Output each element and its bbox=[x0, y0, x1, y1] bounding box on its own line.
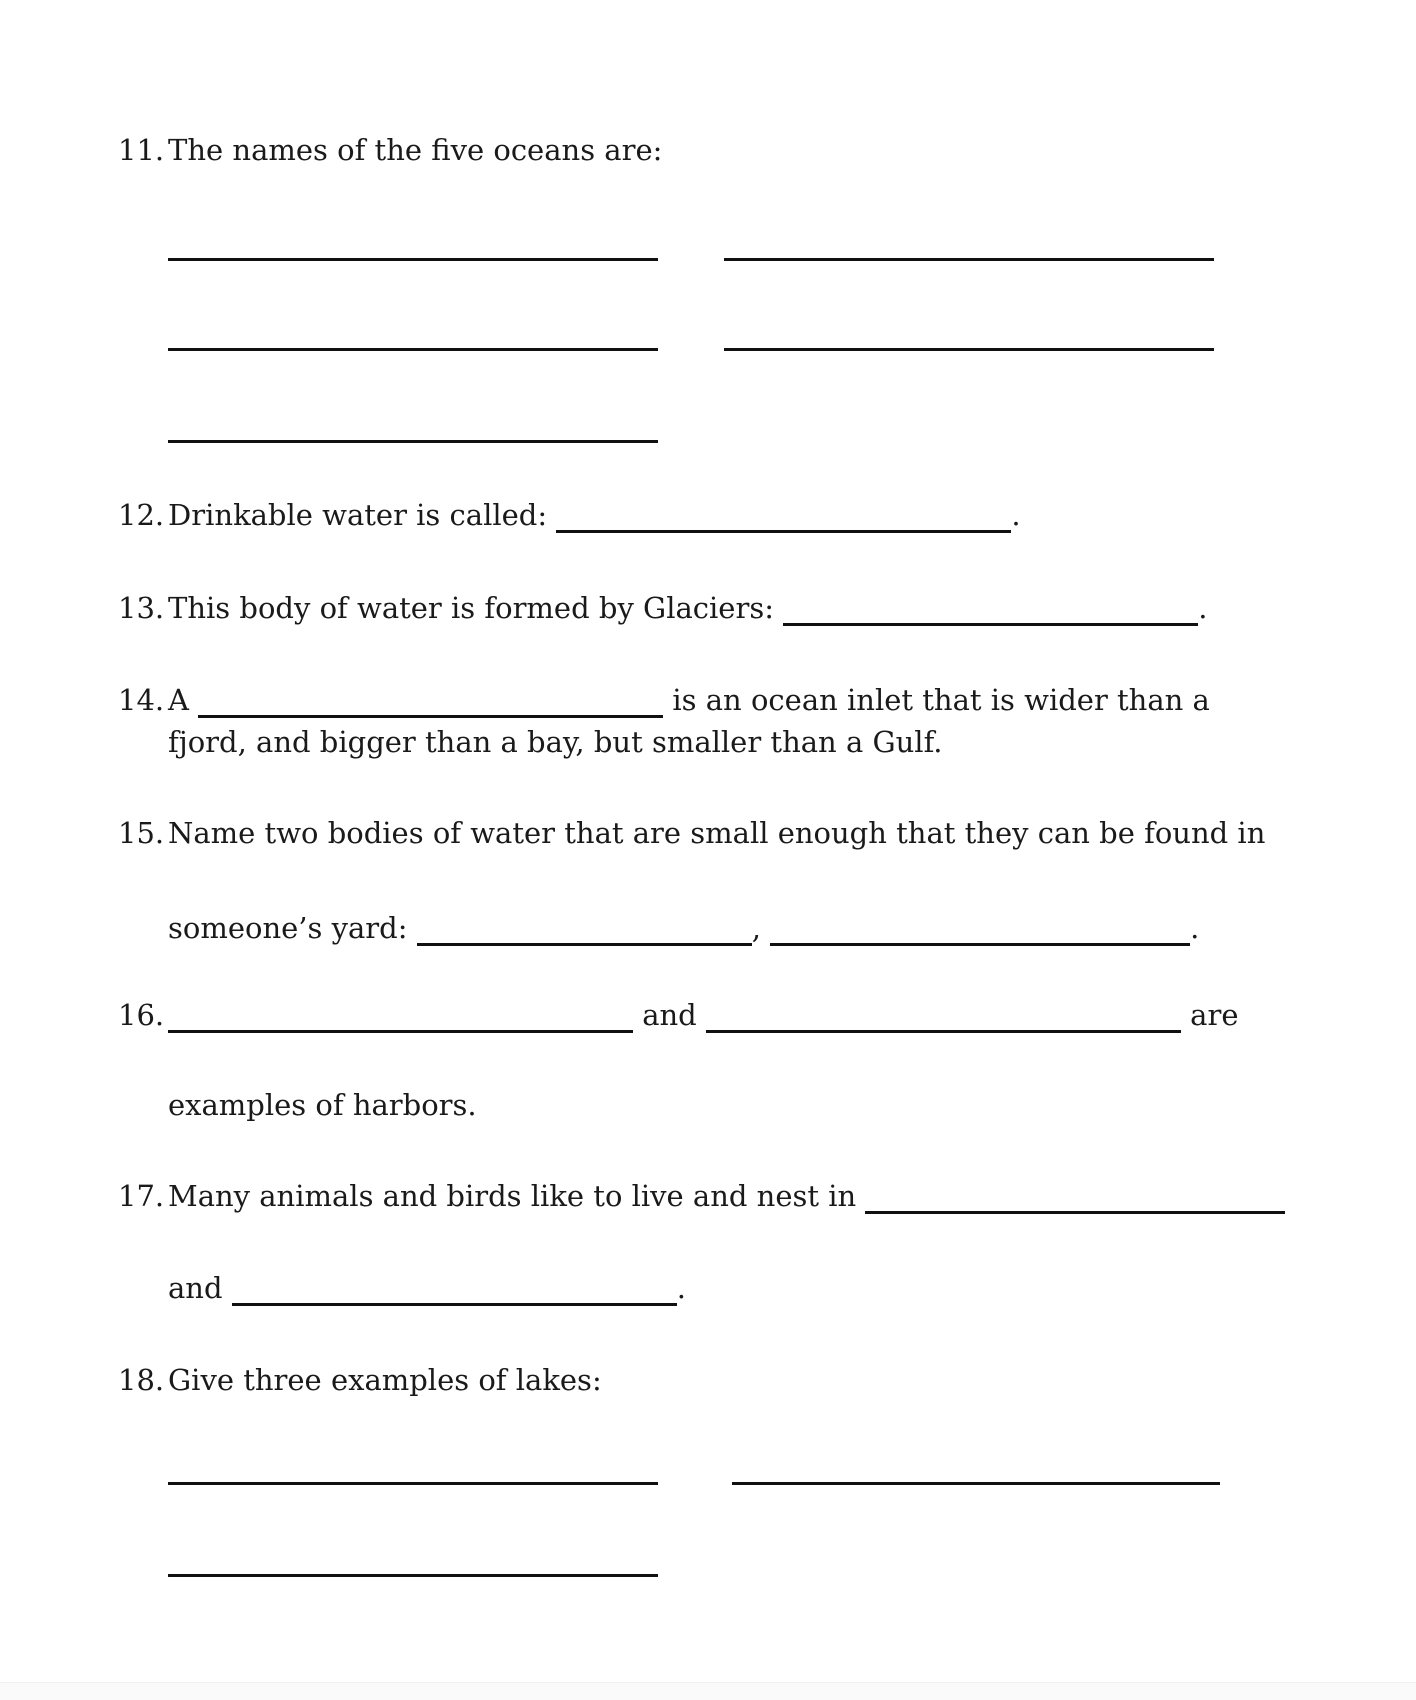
question-text: . bbox=[1198, 591, 1208, 625]
question-text: . bbox=[676, 1271, 686, 1305]
answer-blank[interactable] bbox=[556, 520, 1011, 533]
question-number: 16. bbox=[118, 998, 165, 1032]
question-text: , bbox=[751, 911, 771, 945]
question-18-line-1 bbox=[118, 1360, 602, 1400]
question-text: someone’s yard: bbox=[168, 911, 417, 945]
answer-line[interactable] bbox=[168, 258, 658, 261]
answer-blank[interactable] bbox=[770, 933, 1190, 946]
question-number: 13. bbox=[118, 591, 165, 625]
answer-line[interactable] bbox=[168, 440, 658, 443]
question-number: 17. bbox=[118, 1179, 165, 1213]
question-text: is an ocean inlet that is wider than a bbox=[663, 683, 1210, 717]
question-number: 14. bbox=[118, 683, 165, 717]
question-16-line-2 bbox=[168, 1085, 477, 1125]
question-text: examples of harbors. bbox=[168, 1088, 477, 1122]
question-17-line-1 bbox=[118, 1176, 1285, 1216]
question-12-line-1 bbox=[118, 495, 1021, 535]
answer-line[interactable] bbox=[724, 348, 1214, 351]
question-15-line-1 bbox=[118, 813, 1265, 853]
question-14-line-1 bbox=[118, 680, 1210, 720]
answer-line[interactable] bbox=[168, 1482, 658, 1485]
question-number: 18. bbox=[118, 1363, 165, 1397]
question-number: 12. bbox=[118, 498, 165, 532]
answer-line[interactable] bbox=[732, 1482, 1220, 1485]
question-number: 11. bbox=[118, 133, 165, 167]
answer-blank[interactable] bbox=[232, 1293, 677, 1306]
question-11-line-1 bbox=[118, 130, 662, 170]
question-text: . bbox=[1190, 911, 1200, 945]
question-text: Drinkable water is called: bbox=[168, 498, 557, 532]
answer-blank[interactable] bbox=[198, 705, 663, 718]
answer-blank[interactable] bbox=[783, 613, 1198, 626]
question-15-line-2 bbox=[168, 908, 1199, 948]
page-footer-strip bbox=[0, 1682, 1416, 1700]
question-16-line-1 bbox=[118, 995, 1239, 1035]
answer-line[interactable] bbox=[724, 258, 1214, 261]
question-text: This body of water is formed by Glaciers: bbox=[168, 591, 784, 625]
answer-blank[interactable] bbox=[168, 1020, 633, 1033]
answer-blank[interactable] bbox=[417, 933, 752, 946]
question-text: The names of the five oceans are: bbox=[168, 133, 663, 167]
answer-blank[interactable] bbox=[865, 1201, 1285, 1214]
answer-blank[interactable] bbox=[706, 1020, 1181, 1033]
question-17-line-2 bbox=[168, 1268, 686, 1308]
answer-line[interactable] bbox=[168, 1574, 658, 1577]
question-text: Many animals and birds like to live and nest in bbox=[168, 1179, 866, 1213]
question-text: . bbox=[1011, 498, 1021, 532]
question-text: are bbox=[1180, 998, 1239, 1032]
answer-line[interactable] bbox=[168, 348, 658, 351]
question-text: Give three examples of lakes: bbox=[168, 1363, 602, 1397]
question-13-line-1 bbox=[118, 588, 1207, 628]
question-number: 15. bbox=[118, 816, 165, 850]
question-text: and bbox=[633, 998, 706, 1032]
question-text: and bbox=[168, 1271, 232, 1305]
question-text: fjord, and bigger than a bay, but smaller than a Gulf. bbox=[168, 725, 943, 759]
question-text: A bbox=[168, 683, 199, 717]
question-text: Name two bodies of water that are small enough that they can be found in bbox=[168, 816, 1266, 850]
question-14-line-2 bbox=[168, 722, 943, 762]
